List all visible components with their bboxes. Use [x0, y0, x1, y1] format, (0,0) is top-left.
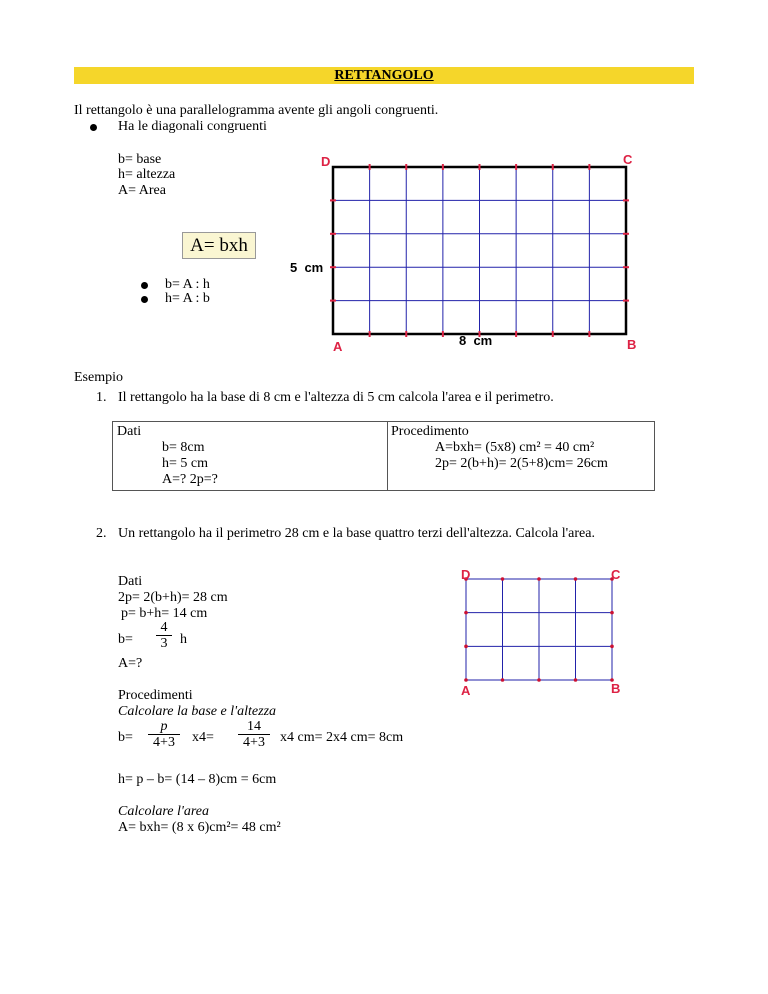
example-heading: Esempio: [74, 370, 123, 385]
p2-a-unknown: A=?: [118, 656, 143, 671]
dati-b: b= 8cm: [162, 440, 205, 455]
area-formula-box: A= bxh: [182, 232, 256, 259]
vertex-label-d: D: [461, 567, 471, 582]
grid-point: [574, 577, 578, 581]
vertex-label-b: B: [611, 681, 621, 696]
rectangle-grid-diagram: [285, 148, 650, 354]
vertex-label-d: D: [321, 154, 331, 169]
grid-point: [537, 678, 541, 682]
vertex-label-a: A: [461, 683, 471, 698]
grid-point: [464, 611, 468, 615]
grid-point: [464, 645, 468, 649]
fraction-denominator: 3: [156, 635, 172, 651]
area-calculation: A= bxh= (8 x 6)cm²= 48 cm²: [118, 820, 281, 835]
bullet-icon: [141, 282, 148, 289]
height-label: 5 cm: [290, 260, 324, 275]
p2-b-suffix: h: [180, 632, 187, 647]
p2-dati-line1: 2p= 2(b+h)= 28 cm: [118, 590, 228, 605]
fraction-four-thirds: [156, 620, 172, 651]
problem1-table: [112, 421, 655, 491]
inverse-h: h= A : b: [165, 291, 210, 306]
grid-point: [501, 678, 505, 682]
base-label: 8 cm: [459, 333, 493, 348]
grid-point: [574, 678, 578, 682]
fraction-p-over-sum: [148, 719, 180, 750]
dati-unknown: A=? 2p=?: [162, 472, 218, 487]
grid-point: [537, 577, 541, 581]
step2-title: Calcolare l'area: [118, 804, 209, 819]
procedimento-title: Procedimento: [391, 424, 469, 439]
bullet-icon: [90, 124, 97, 131]
fraction-denominator: 4+3: [238, 734, 270, 750]
grid-point: [464, 678, 468, 682]
inverse-b: b= A : h: [165, 277, 210, 292]
vertex-label-a: A: [333, 339, 343, 354]
intro-text: Il rettangolo è una parallelogramma avente gli angoli congruenti.: [74, 103, 439, 118]
legend-a: A= Area: [118, 183, 166, 198]
p2-dati-line2: p= b+h= 14 cm: [121, 606, 208, 621]
p2-dati-title: Dati: [118, 574, 143, 589]
grid-point: [610, 645, 614, 649]
vertex-label-c: C: [611, 567, 621, 582]
problem1-number: 1.: [96, 390, 107, 405]
grid-point: [610, 611, 614, 615]
fraction-numerator: 4: [160, 620, 168, 635]
calc-suffix: x4 cm= 2x4 cm= 8cm: [280, 730, 404, 745]
problem2-text: Un rettangolo ha il perimetro 28 cm e la base quattro terzi dell'altezza. Calcola l'area.: [118, 526, 595, 541]
vertex-label-c: C: [623, 152, 633, 167]
fraction-denominator: 4+3: [148, 734, 180, 750]
problem1-text: Il rettangolo ha la base di 8 cm e l'altezza di 5 cm calcola l'area e il perimetro.: [118, 390, 554, 405]
fraction-14-over-sum: [238, 719, 270, 750]
fraction-numerator: p: [160, 719, 168, 734]
bullet-diagonals: Ha le diagonali congruenti: [118, 119, 267, 134]
p2-b-prefix: b=: [118, 632, 133, 647]
procedimento-perimeter: 2p= 2(b+h)= 2(5+8)cm= 26cm: [435, 456, 608, 471]
dati-h: h= 5 cm: [162, 456, 208, 471]
calc-mid: x4=: [192, 730, 214, 745]
fraction-numerator: 14: [247, 719, 261, 734]
table-divider: [387, 422, 388, 490]
height-calculation: h= p – b= (14 – 8)cm = 6cm: [118, 772, 277, 787]
procedimenti-title: Procedimenti: [118, 688, 193, 703]
procedimento-area: A=bxh= (5x8) cm² = 40 cm²: [435, 440, 595, 455]
bullet-icon: [141, 296, 148, 303]
step1-title: Calcolare la base e l'altezza: [118, 704, 277, 719]
grid-point: [501, 577, 505, 581]
legend-b: b= base: [118, 152, 162, 167]
dati-title: Dati: [117, 424, 142, 439]
vertex-label-b: B: [627, 337, 637, 352]
rectangle-points-diagram: [455, 565, 635, 700]
problem2-number: 2.: [96, 526, 107, 541]
legend-h: h= altezza: [118, 167, 176, 182]
calc-prefix: b=: [118, 730, 133, 745]
page-title: RETTANGOLO: [74, 67, 694, 84]
